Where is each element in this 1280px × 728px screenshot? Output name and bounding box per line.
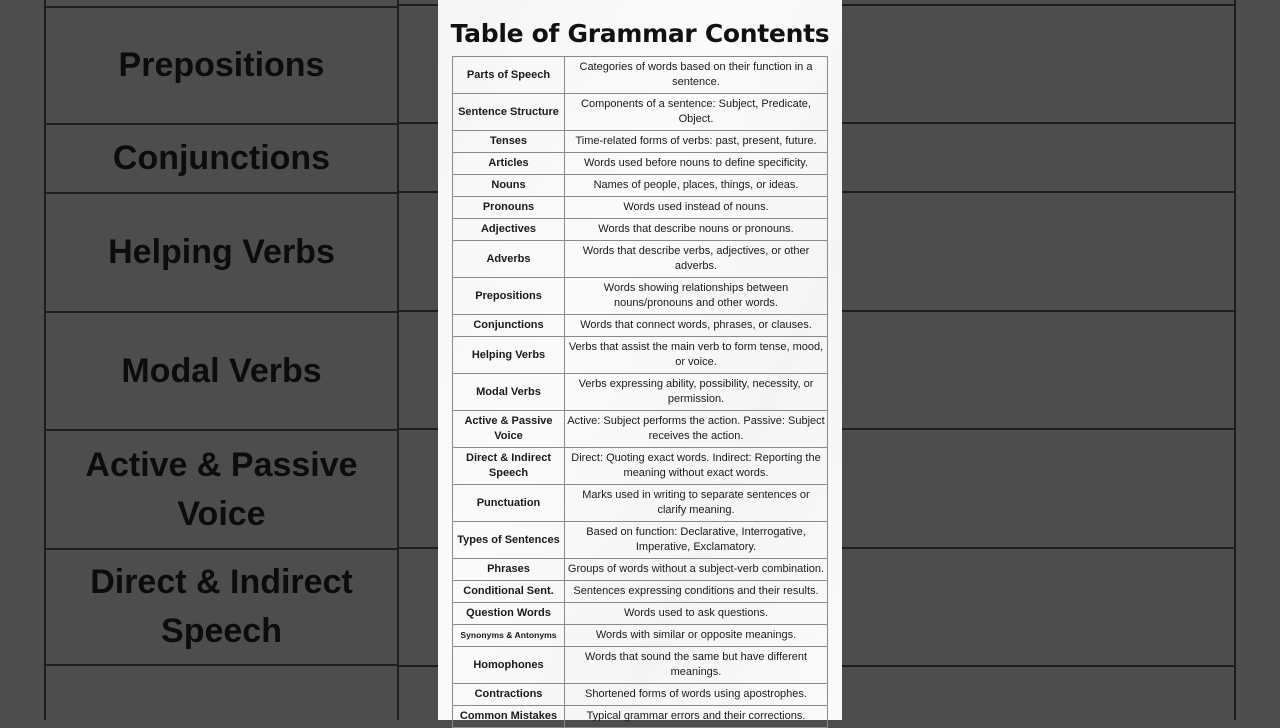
term-cell: Punctuation	[453, 485, 565, 522]
definition-cell: Typical grammar errors and their corrections.	[565, 706, 828, 728]
definition-cell: Words showing relationships between nouns/pronouns and other words.	[565, 278, 828, 315]
table-row	[453, 241, 828, 278]
term-cell: Helping Verbs	[453, 337, 565, 374]
definition-cell: Direct: Quoting exact words. Indirect: Reporting the meaning without exact words.	[565, 448, 828, 485]
background-grid-line	[398, 547, 438, 549]
term-cell: Prepositions	[453, 278, 565, 315]
background-term: Direct & Indirect Speech	[45, 548, 398, 666]
background-grid-line	[842, 547, 1235, 549]
term-cell: Direct & Indirect Speech	[453, 448, 565, 485]
table-row	[453, 153, 828, 175]
term-cell: Pronouns	[453, 197, 565, 219]
background-grid-line	[398, 665, 438, 667]
definition-cell: Words that sound the same but have different meanings.	[565, 647, 828, 684]
term-cell: Question Words	[453, 603, 565, 625]
definition-cell: Active: Subject performs the action. Passive: Subject receives the action.	[565, 411, 828, 448]
table-row	[453, 197, 828, 219]
definition-cell: Words used instead of nouns.	[565, 197, 828, 219]
definition-cell: Marks used in writing to separate sentences or clarify meaning.	[565, 485, 828, 522]
definition-cell: Verbs that assist the main verb to form tense, mood, or voice.	[565, 337, 828, 374]
term-cell: Tenses	[453, 131, 565, 153]
term-cell: Contractions	[453, 684, 565, 706]
term-cell: Parts of Speech	[453, 57, 565, 94]
table-row	[453, 559, 828, 581]
term-cell: Types of Sentences	[453, 522, 565, 559]
definition-cell: Groups of words without a subject-verb combination.	[565, 559, 828, 581]
table-row	[453, 522, 828, 559]
page-title: Table of Grammar Contents	[450, 19, 830, 48]
term-cell: Common Mistakes	[453, 706, 565, 728]
content-panel	[438, 0, 842, 720]
background-grid-line	[842, 428, 1235, 430]
background-grid-line	[398, 191, 438, 193]
term-cell: Nouns	[453, 175, 565, 197]
table-row	[453, 603, 828, 625]
table-row	[453, 448, 828, 485]
table-row	[453, 485, 828, 522]
term-cell: Active & Passive Voice	[453, 411, 565, 448]
definition-cell: Shortened forms of words using apostrophes.	[565, 684, 828, 706]
definition-cell: Names of people, places, things, or ideas.	[565, 175, 828, 197]
term-cell: Phrases	[453, 559, 565, 581]
background-grid-line	[842, 122, 1235, 124]
term-cell: Conditional Sent.	[453, 581, 565, 603]
table-row	[453, 625, 828, 647]
table-row	[453, 337, 828, 374]
background-term-column	[45, 6, 398, 666]
table-row	[453, 374, 828, 411]
background-grid-line	[842, 4, 1235, 6]
background-grid-line	[398, 428, 438, 430]
table-row	[453, 581, 828, 603]
definition-cell: Verbs expressing ability, possibility, necessity, or permission.	[565, 374, 828, 411]
background-term: Active & Passive Voice	[45, 429, 398, 548]
background-grid-line	[398, 310, 438, 312]
background-term: Modal Verbs	[45, 311, 398, 429]
table-row	[453, 57, 828, 94]
table-row	[453, 684, 828, 706]
definition-cell: Time-related forms of verbs: past, present, future.	[565, 131, 828, 153]
definition-cell: Categories of words based on their function in a sentence.	[565, 57, 828, 94]
term-cell: Homophones	[453, 647, 565, 684]
definition-cell: Based on function: Declarative, Interrogative, Imperative, Exclamatory.	[565, 522, 828, 559]
table-row	[453, 175, 828, 197]
definition-cell: Words with similar or opposite meanings.	[565, 625, 828, 647]
background-term: Helping Verbs	[45, 192, 398, 311]
table-row	[453, 647, 828, 684]
background-grid-line	[398, 122, 438, 124]
table-row	[453, 278, 828, 315]
term-cell: Synonyms & Antonyms	[453, 625, 565, 647]
definition-cell: Words that describe verbs, adjectives, or other adverbs.	[565, 241, 828, 278]
term-cell: Sentence Structure	[453, 94, 565, 131]
definition-cell: Components of a sentence: Subject, Predicate, Object.	[565, 94, 828, 131]
table-row	[453, 131, 828, 153]
table-row	[453, 411, 828, 448]
term-cell: Articles	[453, 153, 565, 175]
background-grid-line	[842, 310, 1235, 312]
table-row	[453, 94, 828, 131]
definition-cell: Words that describe nouns or pronouns.	[565, 219, 828, 241]
background-grid-line	[842, 191, 1235, 193]
definition-cell: Words used to ask questions.	[565, 603, 828, 625]
grammar-table	[452, 56, 828, 728]
background-grid-line	[398, 4, 438, 6]
definition-cell: Words used before nouns to define specificity.	[565, 153, 828, 175]
table-row	[453, 315, 828, 337]
background-grid-line	[1234, 0, 1236, 720]
definition-cell: Words that connect words, phrases, or clauses.	[565, 315, 828, 337]
background-term: Prepositions	[45, 6, 398, 123]
term-cell: Adjectives	[453, 219, 565, 241]
term-cell: Modal Verbs	[453, 374, 565, 411]
term-cell: Conjunctions	[453, 315, 565, 337]
table-row	[453, 706, 828, 728]
table-row	[453, 219, 828, 241]
background-grid-line	[842, 665, 1235, 667]
definition-cell: Sentences expressing conditions and their results.	[565, 581, 828, 603]
background-term: Conjunctions	[45, 123, 398, 192]
term-cell: Adverbs	[453, 241, 565, 278]
